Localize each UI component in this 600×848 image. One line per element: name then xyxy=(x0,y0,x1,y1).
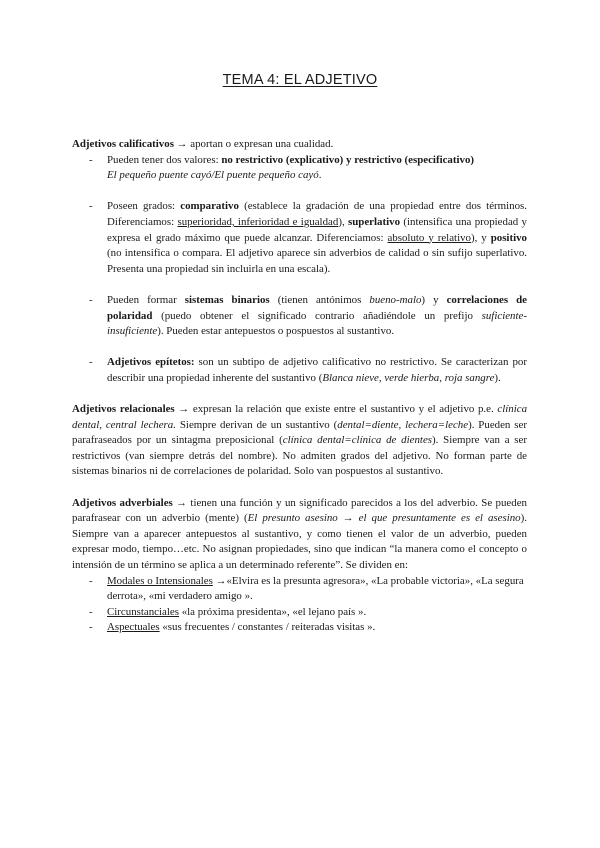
adverbiales-heading: Adjetivos adverbiales xyxy=(72,496,173,509)
list-item: - Pueden tener dos valores: no restrictivo (explicativo) y restrictivo (especificativo) El pequeño puente cayó/El puente pequeño cayó. xyxy=(72,153,527,184)
relacionales-paragraph: Adjetivos relacionales → expresan la relación que existe entre el sustantivo y el adjetivo p.e. clínica dental, central lechera. Siempre derivan de un sustantivo (dental=diente, lechera=leche). Pueden ser parafraseados por un sintagma preposicional (clínica dental=clínica de dientes). Siempre van a ser restrictivos (van siempre detrás del nombre). No admiten grados del adjetivo. No forman parte de sistemas binarios ni de correlaciones de polaridad. Solo van pospuestos al sustantivo. xyxy=(72,403,528,478)
calificativos-heading: Adjetivos calificativos xyxy=(72,138,174,150)
calificativos-list xyxy=(72,153,527,387)
list-item: - Circunstanciales «la próxima presidenta», «el lejano país ». xyxy=(72,605,527,621)
document-body xyxy=(72,137,527,636)
list-item: - Adjetivos epítetos: son un subtipo de adjetivo calificativo no restrictivo. Se caracterizan por describir una propiedad inherente del sustantivo (Blanca nieve, verde hierba, roja sangre). xyxy=(72,355,527,386)
adverbiales-list xyxy=(72,574,527,636)
calificativos-intro: Adjetivos calificativos → aportan o expresan una cualidad. xyxy=(72,138,334,150)
list-item: - Aspectuales «sus frecuentes / constantes / reiteradas visitas ». xyxy=(72,620,527,636)
list-item: - Poseen grados: comparativo (establece la gradación de una propiedad entre dos términos. Diferenciamos: superioridad, inferioridad e igualdad), superlativo (intensifica una propiedad y expresa el grado máximo que puede alcanzar. Diferenciamos: absoluto y relativo), y positivo (no intensifica o compara. El adjetivo aparece sin adverbios de calidad o sin sufijo superlativo. Presenta una propiedad sin incluirla en una escala). xyxy=(72,199,527,277)
list-item: - Pueden formar sistemas binarios (tienen antónimos bueno-malo) y correlaciones de polaridad (puedo obtener el significado contrario añadiéndole un prefijo suficiente-insuficiente). Pueden estar antepuestos o pospuestos al sustantivo. xyxy=(72,293,527,340)
adverbiales-paragraph: Adjetivos adverbiales → tienen una función y un significado parecidos a los del adverbio. Se pueden parafrasear con un adverbio (mente) (El presunto asesino → el que presuntamente es el asesino). Siempre van a aparecer antepuestos al sustantivo, y como tienen el valor de un adverbio, pueden expresar modo, tiempo…etc. No asignan propiedades, sino que indican “la manera como el concepto o intensión de un término se aplica a un determinado referente”. Se dividen en: xyxy=(72,496,527,572)
list-item: - Modales o Intensionales →«Elvira es la presunta agresora», «La probable victoria», «La segura derrota», «mi verdadero amigo ». xyxy=(72,574,527,605)
page-title: TEMA 4: EL ADJETIVO xyxy=(222,72,378,88)
relacionales-heading: Adjetivos relacionales xyxy=(72,403,175,416)
